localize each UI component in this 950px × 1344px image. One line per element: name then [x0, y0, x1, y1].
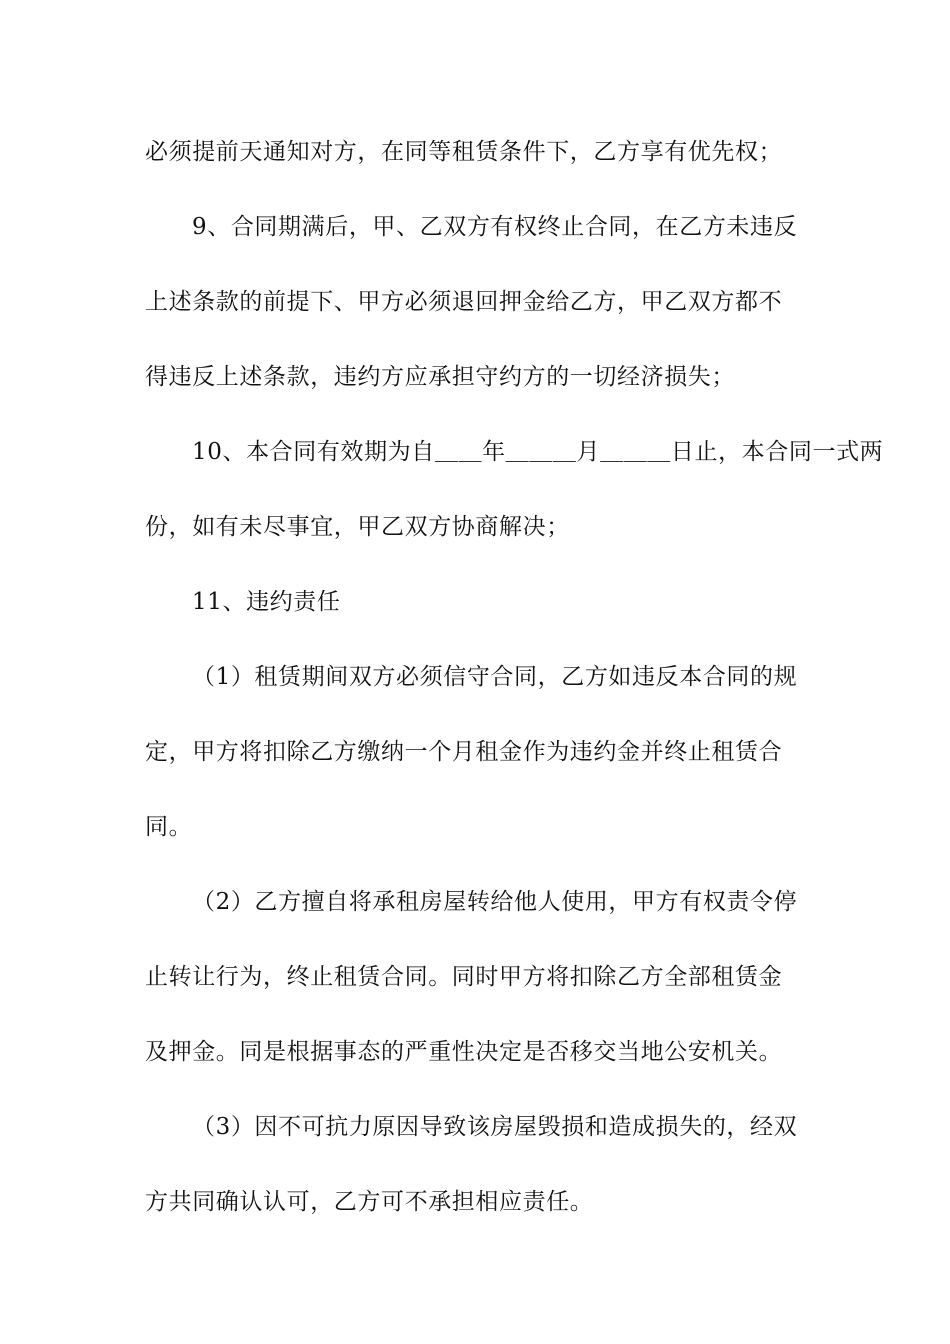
clause-9-line-2: 上述条款的前提下、甲方必须退回押金给乙方，甲乙双方都不 — [145, 289, 783, 315]
item-1-line-1: （1）租赁期间双方必须信守合同，乙方如违反本合同的规 — [192, 664, 798, 690]
item-2-line-3: 及押金。同是根据事态的严重性决定是否移交当地公安机关。 — [145, 1039, 783, 1065]
clause-9-line-3: 得违反上述条款，违约方应承担守约方的一切经济损失； — [145, 364, 735, 390]
item-2-line-2: 止转让行为，终止租赁合同。同时甲方将扣除乙方全部租赁金 — [145, 964, 783, 990]
item-1-line-3: 同。 — [145, 814, 193, 840]
clause-9-line-1: 9、合同期满后，甲、乙双方有权终止合同，在乙方未违反 — [192, 214, 798, 240]
item-2-line-1: （2）乙方擅自将承租房屋转给他人使用，甲方有权责令停 — [192, 889, 798, 915]
clause-10-line-2: 份，如有未尽事宜，甲乙双方协商解决； — [145, 514, 570, 540]
item-3-line-1: （3）因不可抗力原因导致该房屋毁损和造成损失的，经双 — [192, 1114, 798, 1140]
item-1-line-2: 定，甲方将扣除乙方缴纳一个月租金作为违约金并终止租赁合 — [145, 739, 783, 765]
item-3-line-2: 方共同确认认可，乙方可不承担相应责任。 — [145, 1189, 594, 1215]
clause-10-line-1: 10、本合同有效期为自＿＿年＿＿＿月＿＿＿日止，本合同一式两 — [192, 439, 884, 465]
clause-11-heading: 11、违约责任 — [192, 589, 341, 615]
text-line-1: 必须提前天通知对方，在同等租赁条件下，乙方享有优先权； — [145, 139, 783, 165]
